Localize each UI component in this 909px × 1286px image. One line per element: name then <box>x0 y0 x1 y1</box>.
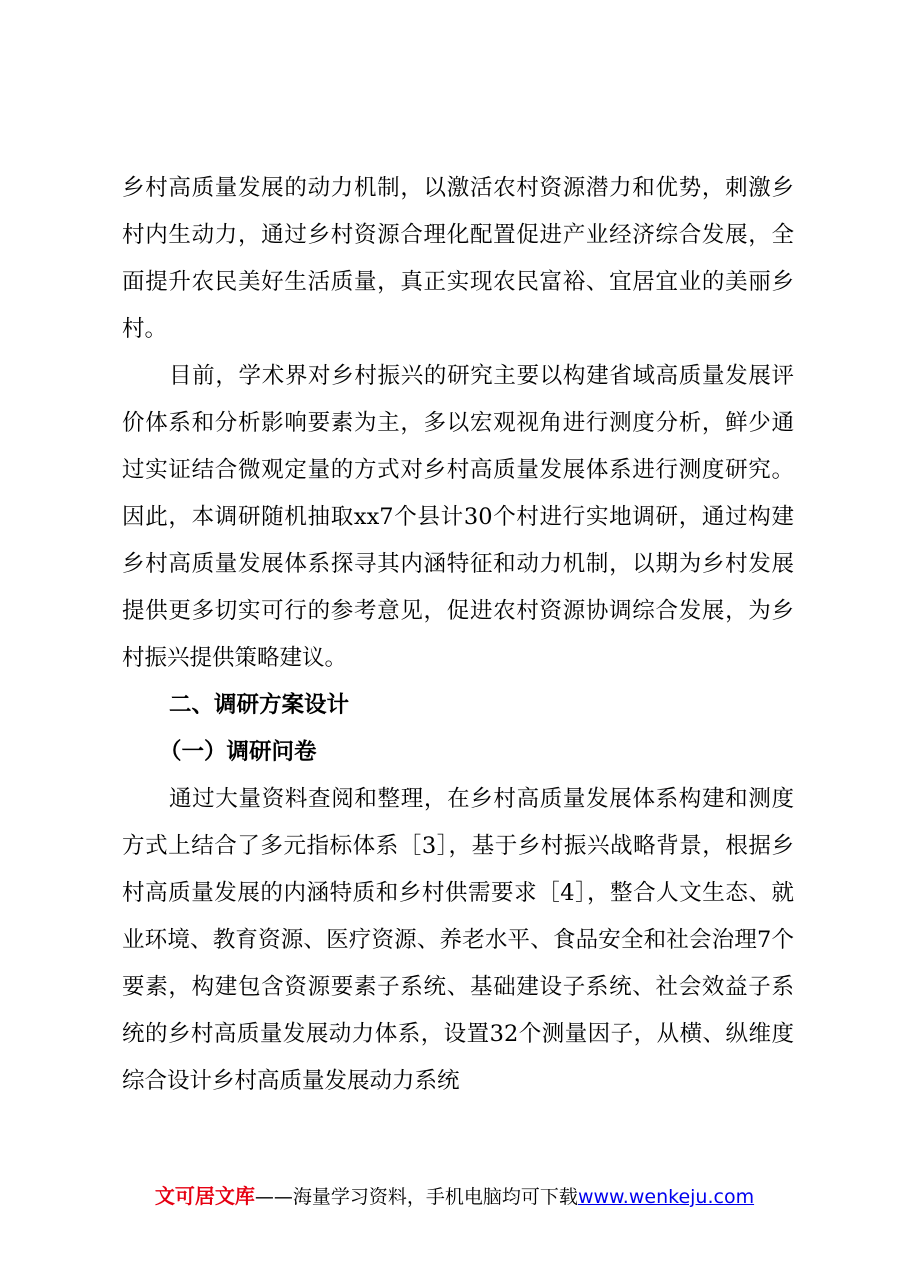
paragraph-continuation: 乡村高质量发展的动力机制，以激活农村资源潜力和优势，刺激乡村内生动力，通过乡村资源合理化配置促进产业经济综合发展，全面提升农民美好生活质量，真正实现农民富裕、宜居宜业的美丽乡村。 <box>122 175 794 342</box>
footer-site-link[interactable]: www.wenkeju.com <box>577 1186 755 1208</box>
section-heading: 二、调研方案设计 <box>169 692 350 718</box>
subsection-heading: （一）调研问卷 <box>159 739 317 765</box>
paragraph-questionnaire: 通过大量资料查阅和整理，在乡村高质量发展体系构建和测度方式上结合了多元指标体系［3］，基于乡村振兴战略背景，根据乡村高质量发展的内涵特质和乡村供需要求［4］，整合人文生态、就业环境、教育资源、医疗资源、养老水平、食品安全和社会治理7个要素，构建包含资源要素子系统、基础建设子系统、社会效益子系统的乡村高质量发展动力体系，设置32个测量因子，从横、纵维度综合设计乡村高质量发展动力系统 <box>122 786 794 1094</box>
footer-brand: 文可居文库 <box>154 1184 255 1208</box>
footer-slogan: ——海量学习资料，手机电脑均可下载 <box>254 1186 578 1208</box>
footer-banner <box>0 1180 909 1209</box>
paragraph-research-status: 目前，学术界对乡村振兴的研究主要以构建省域高质量发展评价体系和分析影响要素为主，多以宏观视角进行测度分析，鲜少通过实证结合微观定量的方式对乡村高质量发展体系进行测度研究。因此，本调研随机抽取xx7个县计30个村进行实地调研，通过构建乡村高质量发展体系探寻其内涵特征和动力机制，以期为乡村发展提供更多切实可行的参考意见，促进农村资源协调综合发展，为乡村振兴提供策略建议。 <box>122 363 794 671</box>
document-body <box>122 165 794 1105</box>
